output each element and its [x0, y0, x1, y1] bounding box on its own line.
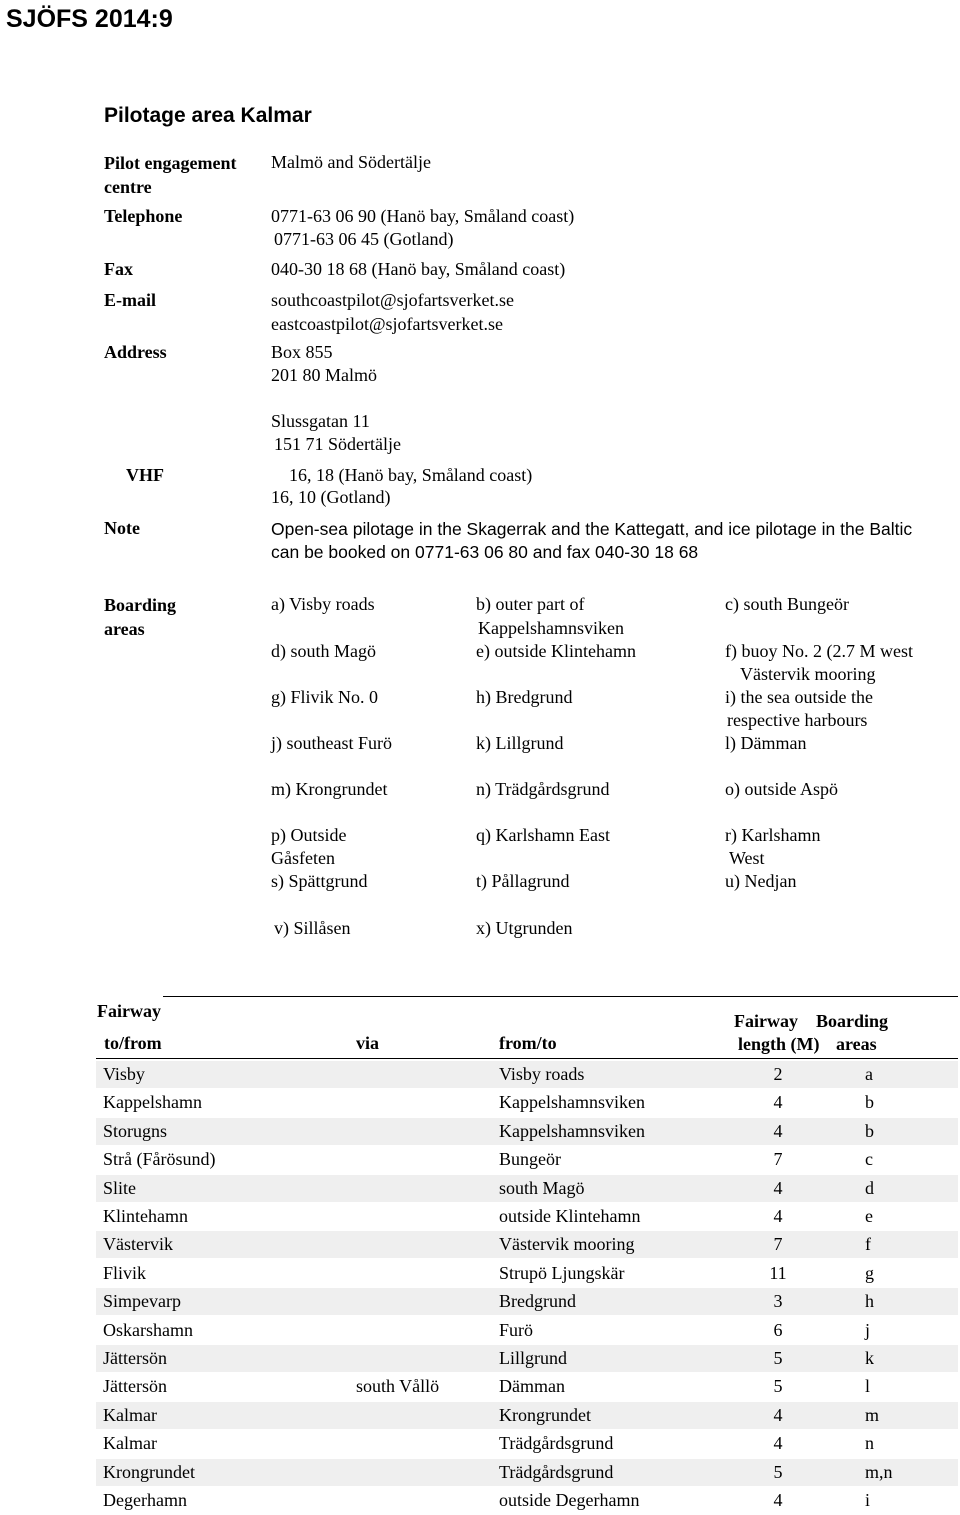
boarding-area-item: i) the sea outside the: [725, 687, 873, 707]
cell-to-from: Kalmar: [103, 1433, 157, 1453]
boarding-area-item: Kappelshamnsviken: [478, 618, 624, 638]
boarding-area-item: Västervik mooring: [740, 664, 876, 684]
boarding-area-item: f) buoy No. 2 (2.7 M west: [725, 641, 913, 661]
cell-fairway-length: 4: [773, 1092, 783, 1112]
cell-via: south Vållö: [356, 1376, 440, 1396]
cell-from-to: outside Klintehamn: [499, 1206, 641, 1226]
cell-boarding-area: h: [865, 1291, 874, 1311]
vhf-value-1: 16, 18 (Hanö bay, Småland coast): [289, 465, 533, 485]
cell-fairway-length: 5: [773, 1376, 783, 1396]
address-line-3: Slussgatan 11: [271, 411, 370, 431]
address-line-2: 201 80 Malmö: [271, 365, 377, 385]
cell-fairway-length: 4: [773, 1178, 783, 1198]
cell-to-from: Västervik: [103, 1234, 173, 1254]
boarding-area-item: b) outer part of: [476, 594, 585, 614]
cell-to-from: Simpevarp: [103, 1291, 181, 1311]
boarding-area-item: s) Spättgrund: [271, 871, 368, 891]
cell-boarding-area: n: [865, 1433, 874, 1453]
cell-from-to: Kappelshamnsviken: [499, 1121, 645, 1141]
boarding-areas-label-2: areas: [104, 619, 145, 639]
boarding-area-item: e) outside Klintehamn: [476, 641, 636, 661]
cell-boarding-area: j: [865, 1320, 871, 1340]
email-value-2: eastcoastpilot@sjofartsverket.se: [271, 314, 504, 334]
pilot-centre-value: Malmö and Södertälje: [271, 152, 431, 172]
boarding-area-item: g) Flivik No. 0: [271, 687, 379, 707]
boarding-area-item: n) Trädgårdsgrund: [476, 779, 610, 799]
cell-to-from: Flivik: [103, 1263, 147, 1283]
document-header: SJÖFS 2014:9: [6, 5, 173, 33]
cell-to-from: Degerhamn: [103, 1490, 187, 1510]
boarding-area-item: Gåsfeten: [271, 848, 335, 868]
to-from-header: to/from: [104, 1033, 162, 1053]
address-line-4: 151 71 Södertälje: [274, 434, 401, 454]
fairway-length-header: Fairway: [734, 1011, 798, 1031]
cell-from-to: Lillgrund: [499, 1348, 567, 1368]
cell-to-from: Kalmar: [103, 1405, 157, 1425]
cell-boarding-area: l: [865, 1376, 871, 1396]
boarding-area-item: l) Dämman: [725, 733, 807, 753]
boarding-area-item: a) Visby roads: [271, 594, 375, 614]
cell-from-to: Kappelshamnsviken: [499, 1092, 645, 1112]
cell-fairway-length: 7: [773, 1149, 783, 1169]
telephone-label: Telephone: [104, 206, 183, 226]
cell-to-from: Jättersön: [103, 1376, 167, 1396]
cell-fairway-length: 4: [773, 1405, 783, 1425]
boarding-area-item: r) Karlshamn: [725, 825, 821, 845]
boarding-area-item: q) Karlshamn East: [476, 825, 610, 845]
cell-to-from: Jättersön: [103, 1348, 167, 1368]
cell-to-from: Oskarshamn: [103, 1320, 193, 1340]
cell-from-to: Bredgrund: [499, 1291, 576, 1311]
via-header: via: [356, 1033, 380, 1053]
cell-fairway-length: 4: [773, 1206, 783, 1226]
cell-from-to: south Magö: [499, 1178, 585, 1198]
table-header-rule: [96, 1058, 958, 1059]
boarding-area-item: o) outside Aspö: [725, 779, 839, 799]
boarding-area-item: c) south Bungeör: [725, 594, 849, 614]
cell-to-from: Slite: [103, 1178, 137, 1198]
page-title: Pilotage area Kalmar: [104, 104, 312, 127]
cell-boarding-area: b: [865, 1121, 874, 1141]
cell-from-to: Bungeör: [499, 1149, 561, 1169]
cell-from-to: Strupö Ljungskär: [499, 1263, 625, 1283]
cell-fairway-length: 5: [773, 1462, 783, 1482]
vhf-value-2: 16, 10 (Gotland): [271, 487, 391, 507]
cell-boarding-area: e: [865, 1206, 873, 1226]
cell-fairway-length: 11: [769, 1263, 787, 1283]
boarding-area-item: t) Pållagrund: [476, 871, 570, 891]
email-label: E-mail: [104, 290, 156, 310]
boarding-area-item: v) Sillåsen: [274, 918, 351, 938]
cell-from-to: Västervik mooring: [499, 1234, 635, 1254]
cell-fairway-length: 4: [773, 1433, 783, 1453]
cell-boarding-area: f: [865, 1234, 871, 1254]
cell-fairway-length: 7: [773, 1234, 783, 1254]
cell-fairway-length: 6: [773, 1320, 783, 1340]
boarding-area-item: j) southeast Furö: [271, 733, 392, 753]
cell-from-to: Visby roads: [499, 1064, 585, 1084]
note-text-2: can be booked on 0771-63 06 80 and fax 040-30 18 68: [271, 542, 699, 562]
cell-from-to: Dämman: [499, 1376, 565, 1396]
note-text-1: Open-sea pilotage in the Skagerrak and the Kattegatt, and ice pilotage in the Baltic: [271, 519, 913, 539]
boarding-areas-header: Boarding: [816, 1011, 889, 1031]
cell-boarding-area: m,n: [865, 1462, 893, 1482]
cell-to-from: Klintehamn: [103, 1206, 188, 1226]
email-value-1: southcoastpilot@sjofartsverket.se: [271, 290, 515, 310]
pilot-centre-label-2: centre: [104, 177, 152, 197]
cell-fairway-length: 3: [773, 1291, 783, 1311]
note-label: Note: [104, 518, 140, 538]
from-to-header: from/to: [499, 1033, 557, 1053]
boarding-area-item: West: [729, 848, 765, 868]
cell-boarding-area: g: [865, 1263, 874, 1283]
cell-from-to: Krongrundet: [499, 1405, 591, 1425]
cell-to-from: Visby: [103, 1064, 145, 1084]
vhf-label: VHF: [126, 465, 164, 485]
cell-to-from: Kappelshamn: [103, 1092, 202, 1112]
pilot-centre-label: Pilot engagement: [104, 153, 237, 173]
address-label: Address: [104, 342, 167, 362]
telephone-value-1: 0771-63 06 90 (Hanö bay, Småland coast): [271, 206, 575, 226]
cell-from-to: Trädgårdsgrund: [499, 1462, 614, 1482]
cell-boarding-area: d: [865, 1178, 874, 1198]
cell-fairway-length: 5: [773, 1348, 783, 1368]
table-top-rule: [163, 996, 958, 997]
fairway-group-header: Fairway: [97, 1001, 161, 1021]
address-line-1: Box 855: [271, 342, 333, 362]
cell-from-to: outside Degerhamn: [499, 1490, 640, 1510]
cell-boarding-area: a: [865, 1064, 873, 1084]
cell-fairway-length: 2: [773, 1064, 783, 1084]
fax-label: Fax: [104, 259, 133, 279]
cell-from-to: Furö: [499, 1320, 534, 1340]
cell-from-to: Trädgårdsgrund: [499, 1433, 614, 1453]
boarding-area-item: u) Nedjan: [725, 871, 797, 891]
cell-fairway-length: 4: [773, 1490, 783, 1510]
fairway-length-header-2: length (M): [738, 1034, 820, 1054]
cell-fairway-length: 4: [773, 1121, 783, 1141]
boarding-area-item: p) Outside: [271, 825, 347, 845]
boarding-area-item: h) Bredgrund: [476, 687, 573, 707]
boarding-areas-label: Boarding: [104, 595, 177, 615]
cell-boarding-area: c: [865, 1149, 873, 1169]
boarding-area-item: k) Lillgrund: [476, 733, 564, 753]
cell-to-from: Strå (Fårösund): [103, 1149, 216, 1169]
boarding-area-item: d) south Magö: [271, 641, 376, 661]
boarding-area-item: m) Krongrundet: [271, 779, 388, 799]
boarding-areas-header-2: areas: [836, 1034, 877, 1054]
boarding-area-item: respective harbours: [727, 710, 868, 730]
cell-boarding-area: b: [865, 1092, 874, 1112]
cell-boarding-area: m: [865, 1405, 880, 1425]
cell-to-from: Krongrundet: [103, 1462, 195, 1482]
cell-to-from: Storugns: [103, 1121, 168, 1141]
boarding-area-item: x) Utgrunden: [476, 918, 573, 938]
cell-boarding-area: k: [865, 1348, 874, 1368]
cell-boarding-area: i: [865, 1490, 871, 1510]
fax-value: 040-30 18 68 (Hanö bay, Småland coast): [271, 259, 566, 279]
telephone-value-2: 0771-63 06 45 (Gotland): [274, 229, 454, 249]
